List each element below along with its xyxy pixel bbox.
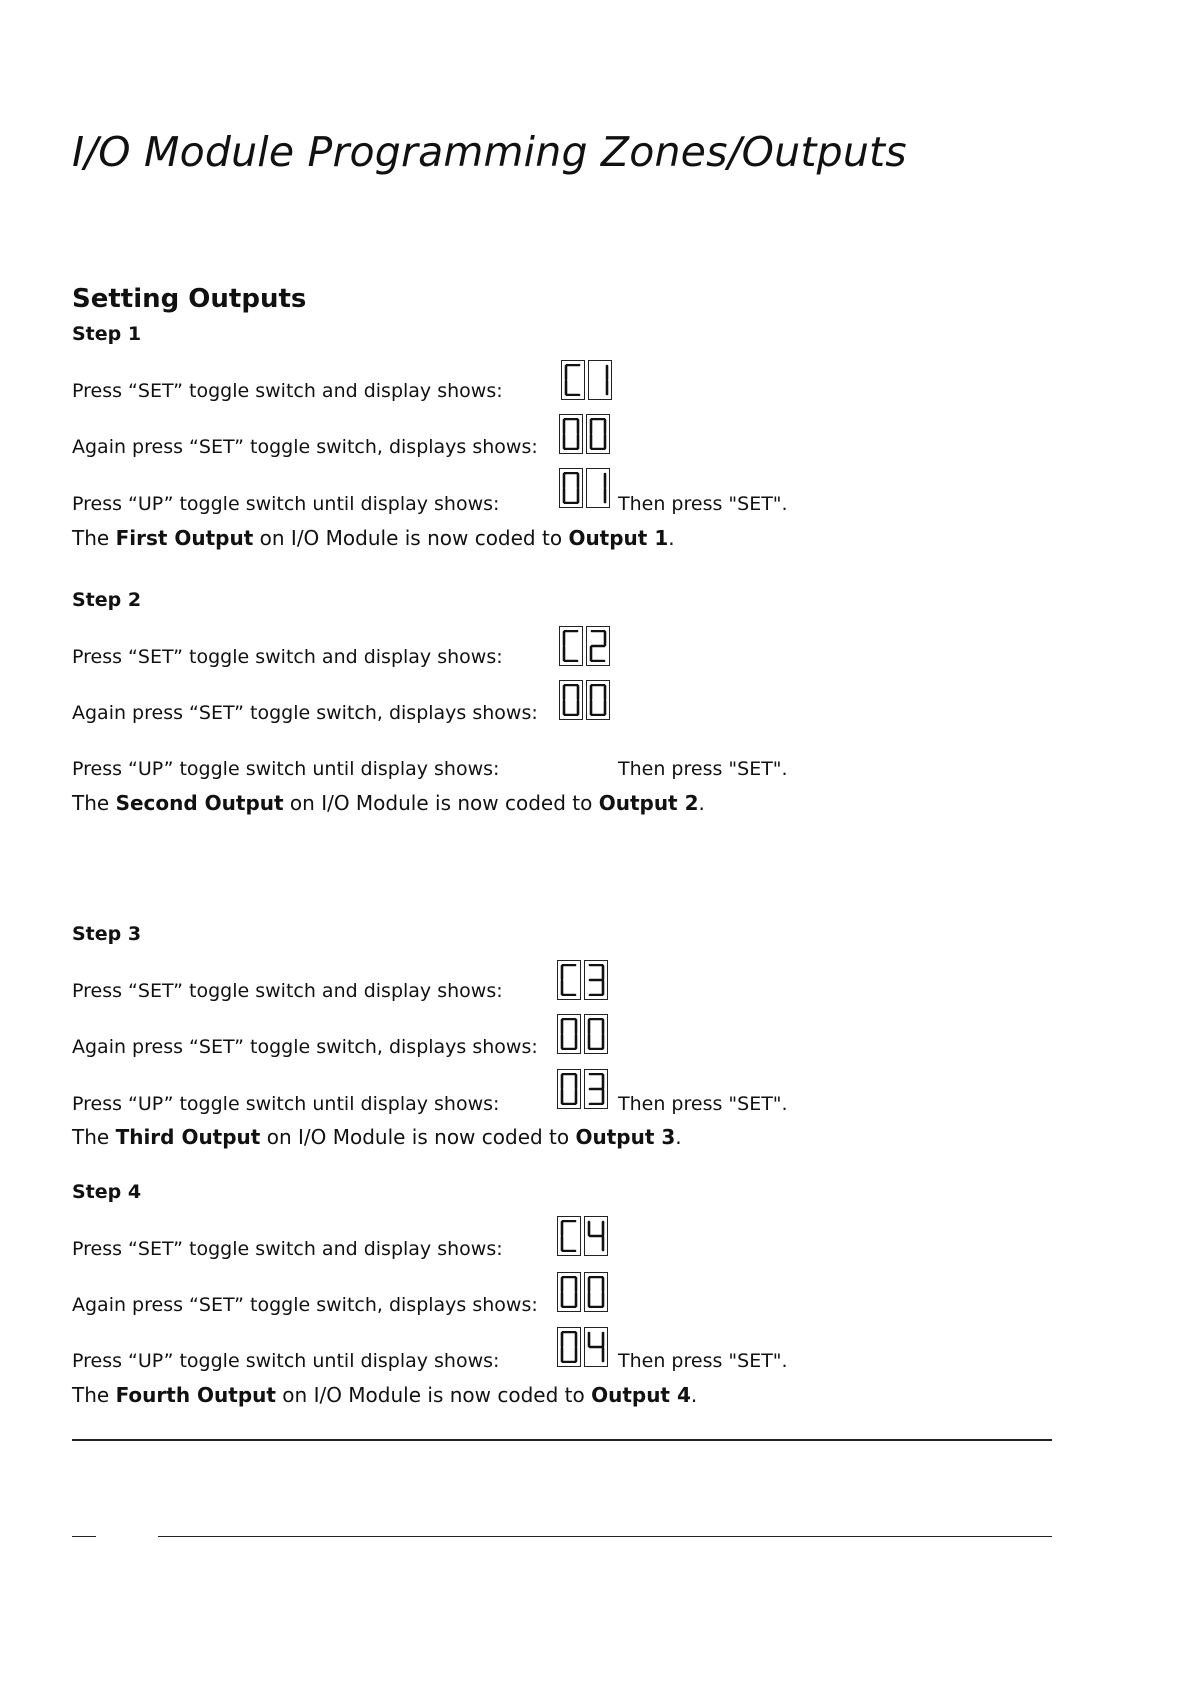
step-4-instruction-1: Press “SET” toggle switch and display shows: bbox=[72, 1238, 503, 1260]
step-1-display-1 bbox=[561, 360, 612, 400]
step-2-instruction-3: Press “UP” toggle switch until display shows: bbox=[72, 758, 500, 780]
step-2-heading: Step 2 bbox=[72, 589, 142, 611]
step-1-then: Then press "SET". bbox=[618, 493, 788, 515]
seven-segment-icon bbox=[560, 1331, 578, 1363]
seven-segment-icon bbox=[562, 472, 580, 504]
step-3-instruction-3: Press “UP” toggle switch until display shows: bbox=[72, 1093, 500, 1115]
seven-segment-icon bbox=[589, 630, 607, 662]
seven-segment-icon bbox=[560, 1073, 578, 1105]
step-3-instruction-1: Press “SET” toggle switch and display shows: bbox=[72, 980, 503, 1002]
step-4-instruction-2: Again press “SET” toggle switch, displays shows: bbox=[72, 1294, 538, 1316]
seven-segment-icon bbox=[560, 1276, 578, 1308]
seven-segment-icon bbox=[587, 964, 605, 996]
step-4-display-2-digit-2 bbox=[584, 1272, 608, 1312]
seven-segment-icon bbox=[562, 418, 580, 450]
step-2-display-1-digit-1 bbox=[559, 626, 583, 666]
step-3-display-1 bbox=[557, 960, 608, 1000]
step-4-display-2 bbox=[557, 1272, 608, 1312]
step-1-display-2 bbox=[559, 414, 610, 454]
step-3-display-2 bbox=[557, 1014, 608, 1054]
step-2-instruction-1: Press “SET” toggle switch and display shows: bbox=[72, 646, 503, 668]
step-4-display-3-digit-2 bbox=[584, 1327, 608, 1367]
step-2-display-2-digit-1 bbox=[559, 680, 583, 720]
step-1-summary: The First Output on I/O Module is now coded to Output 1. bbox=[72, 526, 675, 550]
step-4-display-3-digit-1 bbox=[557, 1327, 581, 1367]
step-4-then: Then press "SET". bbox=[618, 1350, 788, 1372]
step-1-instruction-2: Again press “SET” toggle switch, displays shows: bbox=[72, 436, 538, 458]
step-4-display-1-digit-1 bbox=[557, 1216, 581, 1256]
seven-segment-icon bbox=[560, 1220, 578, 1252]
seven-segment-icon bbox=[562, 630, 580, 662]
step-3-display-2-digit-1 bbox=[557, 1014, 581, 1054]
step-4-summary: The Fourth Output on I/O Module is now coded to Output 4. bbox=[72, 1383, 698, 1407]
seven-segment-icon bbox=[591, 364, 609, 396]
step-2-then: Then press "SET". bbox=[618, 758, 788, 780]
step-2-display-1 bbox=[559, 626, 610, 666]
step-3-display-2-digit-2 bbox=[584, 1014, 608, 1054]
step-3-display-3-digit-2 bbox=[584, 1069, 608, 1109]
seven-segment-icon bbox=[587, 1331, 605, 1363]
step-1-heading: Step 1 bbox=[72, 323, 142, 345]
step-2-instruction-2: Again press “SET” toggle switch, displays shows: bbox=[72, 702, 538, 724]
seven-segment-icon bbox=[589, 684, 607, 716]
step-4-display-2-digit-1 bbox=[557, 1272, 581, 1312]
seven-segment-icon bbox=[587, 1276, 605, 1308]
seven-segment-icon bbox=[587, 1073, 605, 1105]
step-4-instruction-3: Press “UP” toggle switch until display shows: bbox=[72, 1350, 500, 1372]
step-2-display-2 bbox=[559, 680, 610, 720]
step-1-display-1-digit-2 bbox=[588, 360, 612, 400]
footer-line bbox=[158, 1536, 1052, 1537]
seven-segment-icon bbox=[589, 418, 607, 450]
step-4-heading: Step 4 bbox=[72, 1181, 142, 1203]
step-3-display-1-digit-2 bbox=[584, 960, 608, 1000]
step-1-display-1-digit-1 bbox=[561, 360, 585, 400]
step-1-instruction-3: Press “UP” toggle switch until display shows: bbox=[72, 493, 500, 515]
step-3-instruction-2: Again press “SET” toggle switch, displays shows: bbox=[72, 1036, 538, 1058]
step-1-display-2-digit-1 bbox=[559, 414, 583, 454]
section-title: Setting Outputs bbox=[72, 284, 307, 314]
step-3-then: Then press "SET". bbox=[618, 1093, 788, 1115]
step-3-summary: The Third Output on I/O Module is now coded to Output 3. bbox=[72, 1125, 682, 1149]
step-4-display-1 bbox=[557, 1216, 608, 1256]
seven-segment-icon bbox=[562, 684, 580, 716]
seven-segment-icon bbox=[560, 964, 578, 996]
step-4-display-3 bbox=[557, 1327, 608, 1367]
step-1-display-3-digit-2 bbox=[586, 468, 610, 508]
step-3-display-3 bbox=[557, 1069, 608, 1109]
seven-segment-icon bbox=[589, 472, 607, 504]
step-1-display-3 bbox=[559, 468, 610, 508]
step-1-instruction-1: Press “SET” toggle switch and display shows: bbox=[72, 380, 503, 402]
step-3-display-3-digit-1 bbox=[557, 1069, 581, 1109]
seven-segment-icon bbox=[564, 364, 582, 396]
step-1-display-3-digit-1 bbox=[559, 468, 583, 508]
page-title: I/O Module Programming Zones/Outputs bbox=[72, 128, 907, 176]
step-2-display-2-digit-2 bbox=[586, 680, 610, 720]
step-2-summary: The Second Output on I/O Module is now coded to Output 2. bbox=[72, 791, 705, 815]
step-4-display-1-digit-2 bbox=[584, 1216, 608, 1256]
step-1-display-2-digit-2 bbox=[586, 414, 610, 454]
step-2-display-1-digit-2 bbox=[586, 626, 610, 666]
step-3-display-1-digit-1 bbox=[557, 960, 581, 1000]
seven-segment-icon bbox=[587, 1018, 605, 1050]
page-number-line bbox=[72, 1536, 96, 1537]
seven-segment-icon bbox=[587, 1220, 605, 1252]
seven-segment-icon bbox=[560, 1018, 578, 1050]
step-3-heading: Step 3 bbox=[72, 923, 142, 945]
footer-divider bbox=[72, 1439, 1052, 1441]
